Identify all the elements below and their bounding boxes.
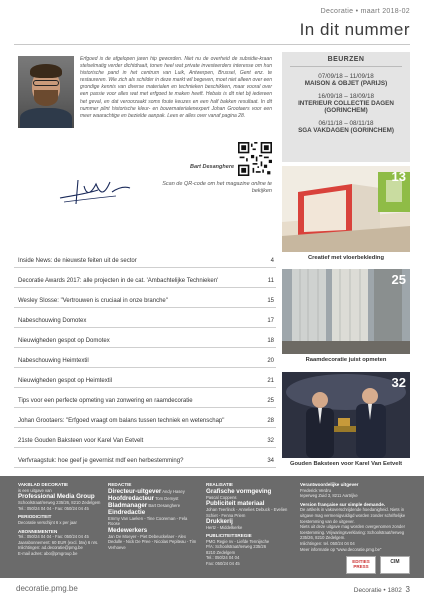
- running-head: Decoratie • maart 2018-02: [320, 8, 410, 15]
- editorial-intro: Erfgoed is de afgelopen jaren hip geworden. Niet nu de overheid de subsidie-kraan stelselmatig verder dichtdraait, tonen heel wat private investeerders interesse om hun historische pand in het centrum van Luik, Antwerpen, Brussel, Gent enz. te restaureren. Wie zich als schilder in deze markt wil begeven, moet niet alleen over een grondige kennis van diverse materialen en technieken beschikken, maar vooral over een passie voor alles wat met erfgoed te maken heeft. Hebais is dit niet bij iedereen het geval, en dat veroorzaakt soms foute keuzes en een half bakken resultaat. In dit nummer plint historische kleur- en bouwmaterialenexpert Johan Grootaers voor een meer waarachtige en bezielde aanpak. Lees er alles over vanaf pagina 28.: [80, 56, 272, 119]
- toc-entry[interactable]: Nieuwigheden gespot op Heimtextil 21: [14, 374, 276, 388]
- qr-code[interactable]: [238, 142, 272, 176]
- page-number: 3: [405, 585, 410, 594]
- feature-image-flooring[interactable]: [282, 166, 410, 252]
- feature-caption: Gouden Baksteen voor Karel Van Eetvelt: [289, 461, 403, 467]
- page-title: In dit nummer: [299, 20, 410, 39]
- title-rule: [14, 44, 410, 45]
- toc-entry[interactable]: Tips voor een perfecte opmeting van zonwering en raamdecoratie 25: [14, 394, 276, 408]
- colophon-production: REALISATIE Grafische vormgeving Pascal Coppens Publiciteit materiaal Johan Teerlinck - Annelies Debuck - Evelien Schiet - Fenna Priem Drukkerij Hertz - Middelkerke PUBLICITEITSREGIE PMG Regie nv - Liefde Tennijsche P/A: Schoolstraat/Ierweg 235/26 8210 Zedelgem Tel.: 050/24 04 04 Fax: 050/24 04 45: [206, 482, 288, 566]
- footer-issue: Decoratie • 1802 3: [353, 585, 410, 594]
- feature-page-number: 25: [391, 272, 406, 287]
- qr-caption: Scan de QR-code om het magazine online te bekijken: [162, 181, 272, 194]
- colophon-legal: Verantwoordelijke uitgever Frederick Verdru Ieperweg Zuid 3, 8211 Aartrijke Version française sur simple demande. De artikels in vakoverschrijdende hoedanigheid. Niets in uitgave mag vermenigvuldigd worden zonder schriftelijke toestemming van de uitgever. Niets uit deze uitgave mag worden overgenomen zonder toestemming. Vrijwaringsverklaring: Schoolstraat/Ierweg 235/26, 8210 Zedelgem. Inlichtingen: tel. 050/24 04 04 Meer informatie op "www.decoratie.pmg.be": [300, 482, 406, 552]
- cim-logo: CIM: [380, 556, 410, 574]
- publisher-logos: [346, 556, 410, 574]
- feature-image-window[interactable]: [282, 269, 410, 354]
- toc-entry[interactable]: 21ste Gouden Baksteen voor Karel Van Eetvelt 32: [14, 434, 276, 448]
- colophon: [0, 476, 424, 578]
- colophon-publisher: VAKBLAD DECORATIE is een uitgave van Professional Media Group Schoolstraat/Ierweg 235/26, 8210 Zedelgem Tel.: 050/24 04 04 - Fax: 050/24 04 45 PERIODICITEIT Decoratie verschijnt 6 x per jaar ABONNEMENTEN Tel.: 050/24 04 04 - Fax: 050/24 04 45 Jaarabonnement: 60 EUR (excl. btw) 6 nrs. Inlichtingen: ad.decoratie@pmg.be E-mail adres: abo@pmgroup.be: [18, 482, 101, 556]
- colophon-editorial: REDACTIE Directeur-uitgever Andy Hasey Hoofdredacteur Tom Demyst Bladmanager Bart Desanghere Eindredactie Emmy Van Laeken - Tine Cooreman - Fela Roose Medewerkers Jan De Moeyer - Piet Debeuckelaer - Alex Dedulle - Nick De Pree - Nicolas Pepiteau - Tim Verhoeve: [108, 482, 197, 550]
- toc-entry[interactable]: Inside News: de nieuwste feiten uit de sector 4: [14, 254, 276, 268]
- beurs-event: 07/09/18 – 11/09/18 MAISON & OBJET (PARIJS): [304, 73, 388, 87]
- beurs-event: 16/09/18 – 18/09/18 INTERIEUR COLLECTIE DAGEN (GORINCHEM): [298, 93, 394, 114]
- toc-entry[interactable]: Nabeschouwing Heimtextil 20: [14, 354, 276, 368]
- toc-entry[interactable]: Nieuwigheden gespot op Domotex 18: [14, 334, 276, 348]
- toc-entry[interactable]: Johan Grootaers: "Erfgoed vraagt om balans tussen techniek en wetenschap" 28: [14, 414, 276, 428]
- footer-url[interactable]: decoratie.pmg.be: [16, 584, 78, 593]
- feature-page-number: 13: [391, 169, 406, 184]
- feature-caption: Creatief met vloerbekleding: [307, 255, 385, 261]
- author-photo: [18, 56, 74, 128]
- toc-entry[interactable]: Verfvraagstuk: hoe geef je gevernist mdf een herbestemming? 34: [14, 454, 276, 468]
- toc-entry[interactable]: Nabeschouwing Domotex 17: [14, 314, 276, 328]
- author-name: Bart Desanghere: [190, 164, 235, 170]
- feature-caption: Raamdecoratie juist opmeten: [305, 357, 387, 363]
- feature-page-number: 32: [391, 375, 406, 390]
- press-logo: EDITIES PRESS: [346, 556, 376, 574]
- toc-entry[interactable]: Wesley Slosse: "Vertrouwen is cruciaal in onze branche" 15: [14, 294, 276, 308]
- beurzen-box: [282, 52, 410, 162]
- signature: [56, 176, 132, 208]
- beurzen-heading: BEURZEN: [327, 56, 365, 63]
- beurs-event: 06/11/18 – 08/11/18 SGA VAKDAGEN (GORINCHEM): [298, 120, 394, 134]
- feature-image-award[interactable]: [282, 372, 410, 458]
- toc-entry[interactable]: Decoratie Awards 2017: alle projecten in de cat. 'Ambachtelijke Technieken' 11: [14, 274, 276, 288]
